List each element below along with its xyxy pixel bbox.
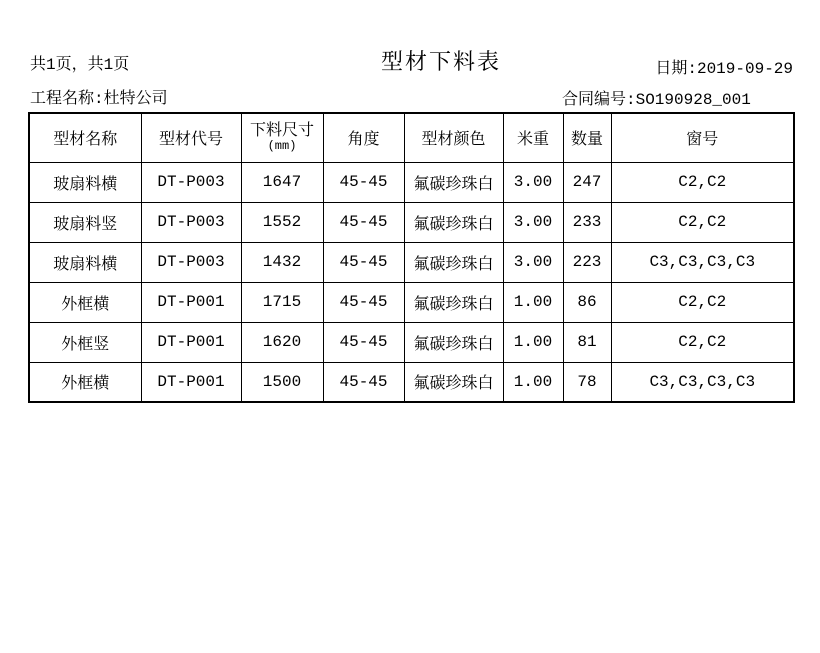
cell-profile-color: 氟碳珍珠白 (404, 282, 503, 322)
cell-cut-size: 1647 (241, 162, 323, 202)
cell-profile-color: 氟碳珍珠白 (404, 362, 503, 402)
cell-profile-color: 氟碳珍珠白 (404, 322, 503, 362)
cutting-list-table (28, 112, 795, 403)
col-header-window-no: 窗号 (611, 113, 794, 162)
col-header-profile-name: 型材名称 (29, 113, 141, 162)
cell-window-no: C3,C3,C3,C3 (611, 242, 794, 282)
cell-profile-code: DT-P001 (141, 282, 241, 322)
cell-quantity: 78 (563, 362, 611, 402)
col-header-quantity: 数量 (563, 113, 611, 162)
cell-profile-name: 玻扇料竖 (29, 202, 141, 242)
cell-profile-name: 外框竖 (29, 322, 141, 362)
cell-meter-weight: 3.00 (503, 162, 563, 202)
table-row (29, 322, 794, 362)
col-header-cut-size-label: 下料尺寸 (249, 122, 314, 141)
col-header-profile-color: 型材颜色 (404, 113, 503, 162)
cell-angle: 45-45 (323, 242, 404, 282)
date-text: 日期:2019-09-29 (655, 60, 793, 78)
cell-window-no: C2,C2 (611, 202, 794, 242)
cell-profile-name: 玻扇料横 (29, 242, 141, 282)
cell-quantity: 81 (563, 322, 611, 362)
col-header-cut-size (241, 113, 323, 162)
cell-profile-code: DT-P003 (141, 202, 241, 242)
cell-cut-size: 1500 (241, 362, 323, 402)
cell-angle: 45-45 (323, 162, 404, 202)
table-row (29, 162, 794, 202)
cell-meter-weight: 1.00 (503, 282, 563, 322)
cell-profile-color: 氟碳珍珠白 (404, 162, 503, 202)
cell-window-no: C2,C2 (611, 322, 794, 362)
table-row (29, 242, 794, 282)
cell-profile-code: DT-P003 (141, 162, 241, 202)
cell-profile-name: 外框横 (29, 282, 141, 322)
cell-profile-code: DT-P001 (141, 322, 241, 362)
cell-window-no: C2,C2 (611, 282, 794, 322)
cell-cut-size: 1620 (241, 322, 323, 362)
cell-window-no: C3,C3,C3,C3 (611, 362, 794, 402)
page-count-text: 共1页，共1页 (30, 56, 130, 74)
cell-meter-weight: 3.00 (503, 242, 563, 282)
cell-quantity: 223 (563, 242, 611, 282)
table-row (29, 362, 794, 402)
cell-angle: 45-45 (323, 362, 404, 402)
cell-profile-code: DT-P001 (141, 362, 241, 402)
cell-angle: 45-45 (323, 202, 404, 242)
col-header-profile-code: 型材代号 (141, 113, 241, 162)
col-header-cut-size-unit: (mm) (267, 139, 297, 154)
page-title: 型材下料表 (381, 51, 502, 76)
cell-profile-code: DT-P003 (141, 242, 241, 282)
cell-quantity: 233 (563, 202, 611, 242)
cell-profile-name: 玻扇料横 (29, 162, 141, 202)
cell-quantity: 247 (563, 162, 611, 202)
cell-cut-size: 1552 (241, 202, 323, 242)
table-row (29, 282, 794, 322)
cell-cut-size: 1432 (241, 242, 323, 282)
cell-meter-weight: 1.00 (503, 322, 563, 362)
col-header-angle: 角度 (323, 113, 404, 162)
table-row (29, 202, 794, 242)
cell-cut-size: 1715 (241, 282, 323, 322)
contract-number-text: 合同编号:SO190928_001 (562, 91, 751, 109)
cell-profile-color: 氟碳珍珠白 (404, 202, 503, 242)
cell-meter-weight: 3.00 (503, 202, 563, 242)
cell-quantity: 86 (563, 282, 611, 322)
cell-profile-name: 外框横 (29, 362, 141, 402)
project-name-text: 工程名称:杜特公司 (30, 90, 168, 108)
col-header-meter-weight: 米重 (503, 113, 563, 162)
table-header-row (29, 113, 794, 162)
cell-window-no: C2,C2 (611, 162, 794, 202)
cell-angle: 45-45 (323, 282, 404, 322)
cell-meter-weight: 1.00 (503, 362, 563, 402)
cell-angle: 45-45 (323, 322, 404, 362)
cell-profile-color: 氟碳珍珠白 (404, 242, 503, 282)
